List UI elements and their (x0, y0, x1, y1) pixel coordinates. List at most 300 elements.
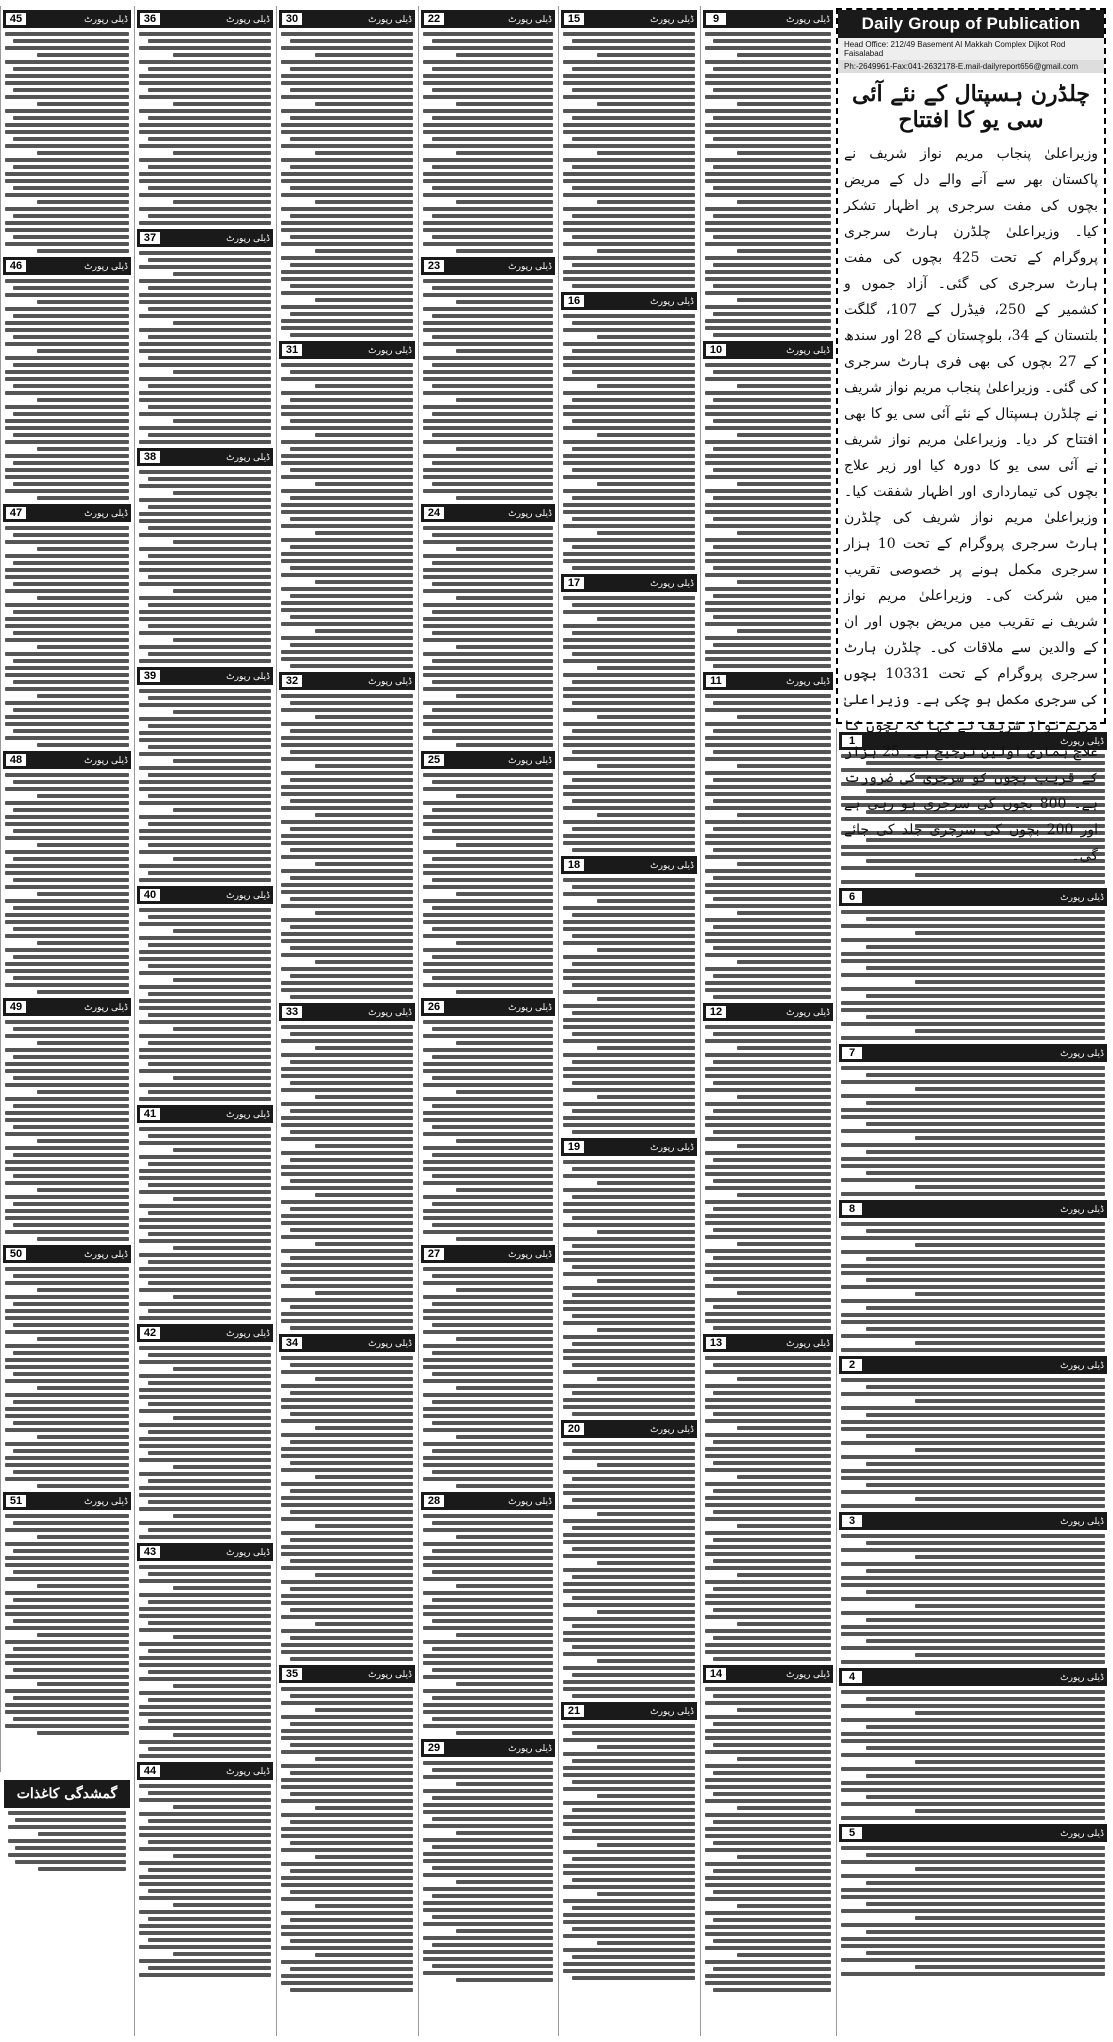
story-header-49 (3, 998, 131, 1016)
text-line (737, 433, 831, 437)
text-line (597, 1328, 695, 1332)
text-line (423, 913, 553, 917)
text-line (173, 710, 271, 714)
text-line (281, 454, 413, 458)
text-line (5, 969, 129, 973)
text-line (173, 53, 271, 57)
text-line (705, 46, 831, 50)
text-line (315, 433, 413, 437)
text-line (281, 708, 413, 712)
text-line (315, 629, 413, 633)
text-line (281, 277, 413, 281)
text-line (139, 1395, 271, 1399)
text-line (290, 729, 413, 733)
text-line (432, 1400, 553, 1404)
text-line (563, 941, 695, 945)
story-header-47 (3, 504, 131, 522)
text-line (866, 1930, 1105, 1934)
text-line (915, 1087, 1105, 1091)
text-line (281, 1925, 413, 1929)
text-line (281, 1405, 413, 1409)
story-header-7 (839, 1044, 1107, 1062)
text-line (432, 461, 553, 465)
text-line (148, 1670, 271, 1674)
text-line (423, 1442, 553, 1446)
text-line (456, 694, 553, 698)
text-line (563, 538, 695, 542)
text-line (866, 1015, 1105, 1019)
text-line (5, 1514, 129, 1518)
text-line (13, 1323, 129, 1327)
text-line (148, 1041, 271, 1045)
text-line (456, 1386, 553, 1390)
text-line (713, 312, 831, 316)
text-line (423, 652, 553, 656)
text-line (290, 750, 413, 754)
text-line (5, 370, 129, 374)
text-line (563, 1885, 695, 1889)
text-line (572, 468, 695, 472)
text-line (597, 1659, 695, 1663)
story-label: ڈیلی رپورٹ (1060, 735, 1104, 746)
text-line (456, 1831, 553, 1835)
text-line (13, 363, 129, 367)
text-line (281, 242, 413, 246)
text-line (139, 1055, 271, 1059)
text-line (705, 1270, 831, 1274)
text-line (432, 1943, 553, 1947)
text-line (597, 531, 695, 535)
text-line (13, 1076, 129, 1080)
text-line (841, 1299, 1105, 1303)
text-line (563, 1160, 695, 1164)
text-line (572, 321, 695, 325)
text-line (148, 575, 271, 579)
text-line (423, 1710, 553, 1714)
text-line (139, 950, 271, 954)
text-line (432, 1866, 553, 1870)
text-line (705, 855, 831, 859)
story-label: ڈیلی رپورٹ (650, 577, 694, 588)
text-line (148, 116, 271, 120)
story-number: 9 (706, 13, 726, 25)
text-line (13, 955, 129, 959)
text-line (13, 857, 129, 861)
text-line (737, 200, 831, 204)
text-line (705, 1736, 831, 1740)
text-line (563, 1871, 695, 1875)
story-label: ڈیلی رپورٹ (1060, 1359, 1104, 1370)
text-line (597, 1377, 695, 1381)
text-line (139, 391, 271, 395)
text-line (5, 321, 129, 325)
text-line (705, 60, 831, 64)
text-line (563, 179, 695, 183)
text-line (563, 990, 695, 994)
text-line (290, 594, 413, 598)
text-line (423, 1146, 553, 1150)
text-line (139, 1274, 271, 1278)
text-line (563, 1589, 695, 1593)
text-line (705, 932, 831, 936)
text-line (423, 1020, 553, 1024)
story-number: 24 (424, 507, 444, 519)
text-line (841, 1392, 1105, 1396)
text-line (705, 1088, 831, 1092)
text-line (705, 587, 831, 591)
text-line (13, 1696, 129, 1700)
text-line (139, 363, 271, 367)
story-label: ڈیلی رپورٹ (786, 1668, 830, 1679)
text-line (423, 1216, 553, 1220)
text-line (281, 1643, 413, 1647)
text-line (290, 1305, 413, 1309)
text-line (13, 235, 129, 239)
text-line (737, 298, 831, 302)
text-line (5, 864, 129, 868)
text-line (737, 1806, 831, 1810)
text-line (915, 1867, 1105, 1871)
text-line (456, 53, 553, 57)
text-line (713, 468, 831, 472)
text-line (281, 1123, 413, 1127)
text-line (563, 144, 695, 148)
text-line (705, 489, 831, 493)
text-line (841, 1846, 1105, 1850)
text-line (713, 995, 831, 999)
text-line (423, 279, 553, 283)
text-line (281, 573, 413, 577)
text-line (139, 1798, 271, 1802)
text-line (423, 1971, 553, 1975)
text-line (290, 186, 413, 190)
text-line (563, 221, 695, 225)
text-line (290, 1440, 413, 1444)
text-line (432, 1521, 553, 1525)
text-line (563, 81, 695, 85)
text-line (423, 1428, 553, 1432)
text-line (139, 1705, 271, 1709)
story-header-34 (279, 1334, 415, 1352)
text-line (139, 689, 271, 693)
story-label: ڈیلی رپورٹ (508, 1001, 552, 1012)
text-line (572, 1976, 695, 1980)
text-line (315, 1904, 413, 1908)
text-line (705, 158, 831, 162)
text-line (563, 673, 695, 677)
text-line (841, 1802, 1105, 1806)
text-line (713, 496, 831, 500)
story-number: 16 (564, 295, 584, 307)
text-line (705, 1074, 831, 1078)
text-line (705, 1186, 831, 1190)
text-line (13, 165, 129, 169)
text-line (563, 694, 695, 698)
text-line (572, 1011, 695, 1015)
text-line (13, 433, 129, 437)
text-line (713, 664, 831, 668)
text-line (563, 1018, 695, 1022)
text-line (423, 1083, 553, 1087)
text-line (866, 1483, 1105, 1487)
text-line (37, 151, 129, 155)
text-line (139, 519, 271, 523)
text-line (737, 1291, 831, 1295)
text-line (432, 1570, 553, 1574)
text-line (572, 729, 695, 733)
text-line (423, 638, 553, 642)
story-header-37 (137, 229, 273, 247)
text-line (148, 384, 271, 388)
text-line (5, 1295, 129, 1299)
text-line (148, 1500, 271, 1504)
text-line (423, 787, 553, 791)
text-line (705, 1235, 831, 1239)
text-line (315, 384, 413, 388)
text-line (5, 109, 129, 113)
text-line (432, 729, 553, 733)
text-line (281, 636, 413, 640)
text-line (456, 1584, 553, 1588)
text-line (148, 505, 271, 509)
story-label: ڈیلی رپورٹ (508, 260, 552, 271)
text-line (841, 1001, 1105, 1005)
text-line (139, 498, 271, 502)
text-line (841, 1192, 1105, 1196)
text-line (423, 1393, 553, 1397)
text-line (290, 1722, 413, 1726)
text-line (866, 1795, 1105, 1799)
text-line (139, 1204, 271, 1208)
text-line (148, 1062, 271, 1066)
story-label: ڈیلی رپورٹ (650, 1141, 694, 1152)
text-line (423, 1309, 553, 1313)
text-line (705, 277, 831, 281)
text-line (281, 1974, 413, 1978)
text-line (456, 1782, 553, 1786)
text-line (423, 1295, 553, 1299)
text-line (563, 95, 695, 99)
text-line (563, 270, 695, 274)
story-header-31 (279, 341, 415, 359)
text-line (432, 363, 553, 367)
text-line (37, 349, 129, 353)
text-line (572, 778, 695, 782)
story-label: ڈیلی رپورٹ (84, 1001, 128, 1012)
text-line (713, 729, 831, 733)
text-line (315, 764, 413, 768)
text-line (139, 850, 271, 854)
text-line (705, 1384, 831, 1388)
story-header-3 (839, 1512, 1107, 1530)
text-line (139, 440, 271, 444)
text-line (5, 1097, 129, 1101)
text-line (456, 200, 553, 204)
story-number: 2 (842, 1359, 862, 1371)
text-line (173, 200, 271, 204)
text-line (423, 1160, 553, 1164)
text-line (563, 1209, 695, 1213)
text-line (5, 920, 129, 924)
lead-headline: چلڈرن ہسپتال کے نئے آئی سی یو کا افتتاح (852, 81, 1090, 133)
text-line (173, 1854, 271, 1858)
text-line (148, 1162, 271, 1166)
text-line (13, 335, 129, 339)
text-line (423, 228, 553, 232)
text-line (866, 1541, 1105, 1545)
text-line (281, 1834, 413, 1838)
text-line (737, 1573, 831, 1577)
text-line (713, 1988, 831, 1992)
text-line (281, 109, 413, 113)
text-line (281, 1447, 413, 1451)
text-line (13, 878, 129, 882)
text-line (705, 1545, 831, 1549)
text-line (5, 1379, 129, 1383)
text-line (5, 1591, 129, 1595)
text-line (423, 1803, 553, 1807)
text-line (139, 300, 271, 304)
text-line (705, 426, 831, 430)
text-line (597, 1046, 695, 1050)
text-line (37, 1731, 129, 1735)
text-line (423, 1908, 553, 1912)
text-line (315, 249, 413, 253)
text-line (705, 834, 831, 838)
text-line (572, 701, 695, 705)
text-line (13, 729, 129, 733)
text-line (37, 53, 129, 57)
text-line (423, 526, 553, 530)
text-line (456, 1731, 553, 1735)
text-line (563, 1484, 695, 1488)
text-line (915, 1711, 1105, 1715)
text-line (563, 920, 695, 924)
text-line (705, 242, 831, 246)
story-number: 31 (282, 344, 302, 356)
text-line (705, 1580, 831, 1584)
text-line (148, 871, 271, 875)
text-line (139, 547, 271, 551)
text-line (139, 1726, 271, 1730)
text-line (139, 172, 271, 176)
text-line (173, 1514, 271, 1518)
text-line (866, 1853, 1105, 1857)
text-line (290, 1228, 413, 1232)
text-line (705, 601, 831, 605)
text-line (563, 1969, 695, 1973)
text-line (841, 1469, 1105, 1473)
text-line (705, 1123, 831, 1127)
text-line (456, 1090, 553, 1094)
text-line (563, 1286, 695, 1290)
text-line (148, 1134, 271, 1138)
text-line (572, 1927, 695, 1931)
text-line (423, 1456, 553, 1460)
text-line (281, 440, 413, 444)
text-line (281, 74, 413, 78)
text-line (563, 1631, 695, 1635)
text-line (713, 1657, 831, 1661)
text-line (290, 419, 413, 423)
text-line (563, 757, 695, 761)
text-line (281, 932, 413, 936)
text-line (5, 1083, 129, 1087)
story-header-27 (421, 1245, 555, 1263)
text-line (597, 617, 695, 621)
text-line (597, 1843, 695, 1847)
text-line (315, 1622, 413, 1626)
text-line (281, 412, 413, 416)
text-line (841, 1816, 1105, 1820)
text-line (572, 137, 695, 141)
text-line (423, 1514, 553, 1518)
text-line (705, 1799, 831, 1803)
text-line (841, 1164, 1105, 1168)
text-line (432, 1027, 553, 1031)
text-line (281, 785, 413, 789)
text-line (423, 1097, 553, 1101)
text-line (423, 1118, 553, 1122)
text-line (713, 67, 831, 71)
text-line (315, 1708, 413, 1712)
text-line (563, 1568, 695, 1572)
story-label: ڈیلی رپورٹ (786, 1337, 830, 1348)
text-line (5, 666, 129, 670)
text-line (139, 377, 271, 381)
text-line (713, 88, 831, 92)
text-line (705, 1883, 831, 1887)
text-line (705, 1200, 831, 1204)
text-line (290, 701, 413, 705)
story-label: ڈیلی رپورٹ (226, 232, 270, 243)
text-line (148, 1183, 271, 1187)
text-line (432, 1598, 553, 1602)
text-line (5, 589, 129, 593)
text-line (841, 1909, 1105, 1913)
text-line (281, 1701, 413, 1705)
text-line (423, 673, 553, 677)
text-line (290, 447, 413, 451)
story-header-41 (137, 1105, 273, 1123)
text-line (281, 1398, 413, 1402)
text-line (173, 1076, 271, 1080)
text-line (423, 391, 553, 395)
text-line (5, 1230, 129, 1234)
text-line (432, 412, 553, 416)
text-line (563, 60, 695, 64)
text-line (5, 1181, 129, 1185)
text-line (13, 1470, 129, 1474)
text-line (148, 405, 271, 409)
text-line (139, 1847, 271, 1851)
text-line (705, 1785, 831, 1789)
text-line (423, 969, 553, 973)
text-line (315, 1291, 413, 1295)
text-line (705, 1312, 831, 1316)
text-line (572, 603, 695, 607)
text-line (37, 1484, 129, 1488)
text-line (705, 1482, 831, 1486)
text-line (290, 1869, 413, 1873)
text-line (281, 694, 413, 698)
text-line (866, 1150, 1105, 1154)
text-line (281, 1200, 413, 1204)
text-line (572, 566, 695, 570)
text-line (563, 207, 695, 211)
text-line (173, 1295, 271, 1299)
text-line (705, 869, 831, 873)
